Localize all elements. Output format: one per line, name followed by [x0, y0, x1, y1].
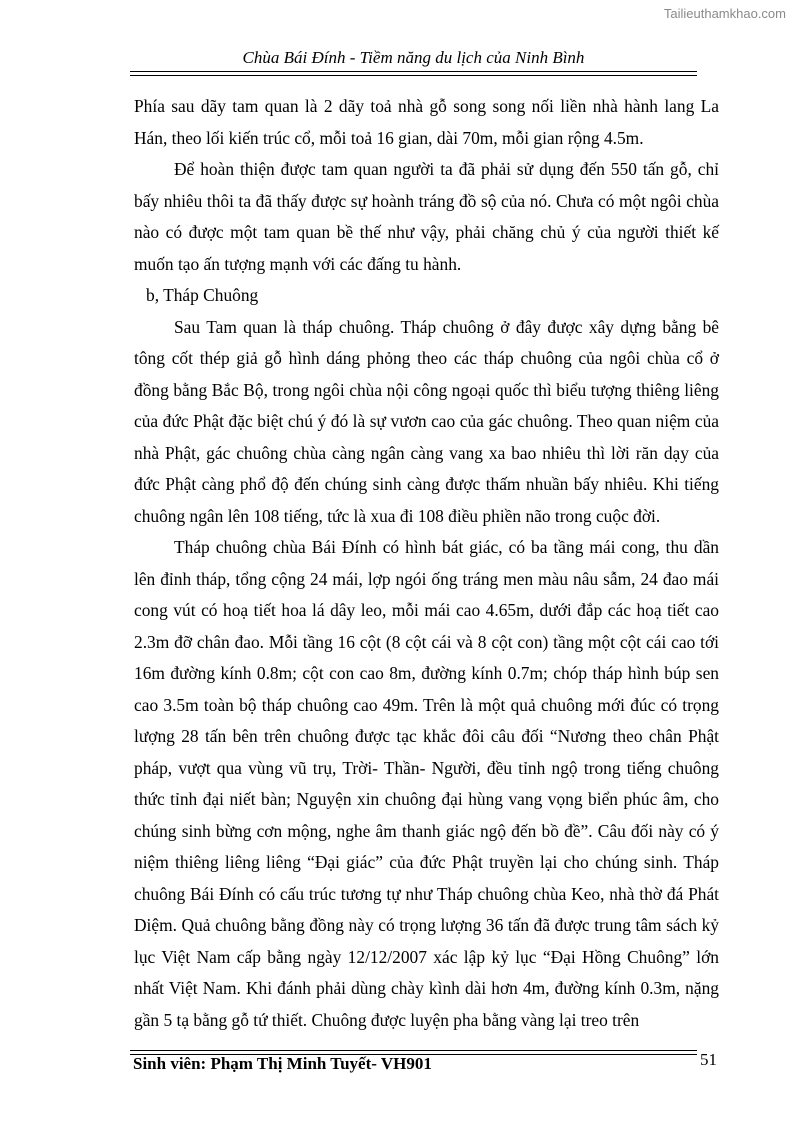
paragraph-2: Để hoàn thiện được tam quan người ta đã phải sử dụng đến 550 tấn gỗ, chỉ bấy nhiêu thôi ta đã thấy được sự hoành tráng đồ sộ của nó. Chưa có một ngôi chùa nào có được một tam quan bề thế như vậy, phải chăng chủ ý của người thiết kế muốn tạo ấn tượng mạnh với các đấng tu hành. — [134, 159, 719, 274]
page-number: 51 — [700, 1050, 717, 1069]
paragraph-1: Phía sau dãy tam quan là 2 dãy toả nhà gỗ song song nối liền nhà hành lang La Hán, theo lối kiến trúc cổ, mỗi toả 16 gian, dài 70m, mỗi gian rộng 4.5m. — [134, 96, 719, 148]
paragraph-4: Tháp chuông chùa Bái Đính có hình bát giác, có ba tầng mái cong, thu dần lên đỉnh tháp, tổng cộng 24 mái, lợp ngói ống tráng men màu nâu sẫm, 24 đao mái cong vút có hoạ tiết hoa lá dây leo, mỗi mái cao 4.65m, dưới đắp các hoạ tiết cao 2.3m đỡ chân đao. Mỗi tầng 16 cột (8 cột cái và 8 cột con) tầng một cột cái cao tới 16m đường kính 0.8m; cột con cao 8m, đường kính 0.7m; chóp tháp hình búp sen cao 3.5m toàn bộ tháp chuông cao 49m. Trên là một quả chuông mới đúc có trọng lượng 28 tấn bên trên chuông được tạc khắc đôi câu đối “Nương theo chân Phật pháp, vượt qua vùng vũ trụ, Trời- Thần- Người, đều tỉnh ngộ trong tiếng chuông thức tỉnh đại niết bàn; Nguyện xin chuông đại hùng vang vọng biển phúc âm, cho chúng sinh bừng cơn mộng, nghe âm thanh giác ngộ đến bồ đề”. Câu đối này có ý niệm thiêng liêng liêng “Đại giác” của đức Phật truyền lại cho chúng sinh. Tháp chuông Bái Đính có cấu trúc tương tự như Tháp chuông chùa Keo, nhà thờ đá Phát Diệm. Quả chuông bằng đồng này có trọng lượng 36 tấn đã được trung tâm sách kỷ lục Việt Nam cấp bằng ngày 12/12/2007 xác lập kỷ lục “Đại Hồng Chuông” lớn nhất Việt Nam. Khi đánh phải dùng chày kình dài hơn 4m, đường kính 0.3m, nặng gần 5 tạ bằng gỗ tứ thiết. Chuông được luyện pha bằng vàng lại treo trên — [134, 537, 719, 1030]
footer-author: Sinh viên: Phạm Thị Minh Tuyết- VH901 — [133, 1054, 432, 1073]
watermark: Tailieuthamkhao.com — [663, 6, 786, 21]
header-divider — [130, 71, 697, 76]
page-header-title: Chùa Bái Đính - Tiềm năng du lịch của Ninh Bình — [242, 48, 585, 67]
section-heading: b, Tháp Chuông — [146, 285, 259, 305]
paragraph-3: Sau Tam quan là tháp chuông. Tháp chuông ở đây được xây dựng bằng bê tông cốt thép giả gỗ hình dáng phỏng theo các tháp chuông của ngôi chùa cổ ở đồng bằng Bắc Bộ, trong ngôi chùa nội công ngoại quốc thì biểu tượng thiêng liêng của đức Phật đặc biệt chú ý đó là sự vươn cao của gác chuông. Theo quan niệm của nhà Phật, gác chuông chùa càng ngân càng vang xa bao nhiêu thì lời răn dạy của đức Phật càng phổ độ đến chúng sinh càng được thấm nhuần bấy nhiêu. Khi tiếng chuông ngân lên 108 tiếng, tức là xua đi 108 điều phiền não trong cuộc đời. — [134, 316, 719, 526]
document-body — [134, 91, 719, 1036]
